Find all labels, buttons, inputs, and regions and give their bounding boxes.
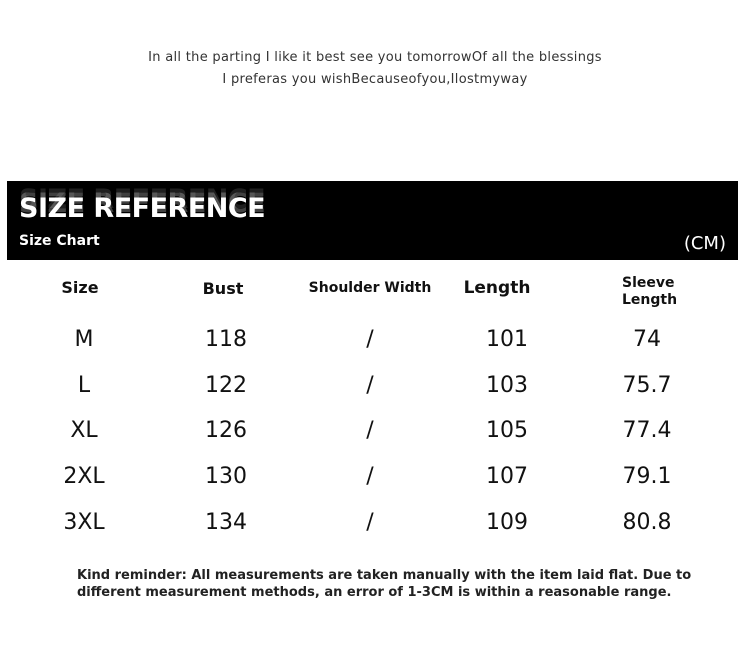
table-row: [0, 327, 750, 367]
cell-length: 105: [486, 418, 528, 443]
size-reference-banner: [7, 181, 738, 260]
header-size: Size: [61, 278, 99, 297]
cell-sleeve: 75.7: [622, 373, 672, 398]
cell-sleeve: 74: [633, 327, 661, 352]
cell-bust: 118: [205, 327, 247, 352]
unit-label: (CM): [683, 233, 726, 254]
cell-shoulder: /: [366, 373, 374, 398]
cell-bust: 126: [205, 418, 247, 443]
tagline-line-2: I preferas you wishBecauseofyou,Ilostmyway: [222, 72, 528, 87]
cell-length: 103: [486, 373, 528, 398]
table-row: [0, 373, 750, 413]
table-row: [0, 464, 750, 504]
header-sleeve-line-2: Length: [622, 292, 678, 308]
cell-size: 2XL: [63, 464, 105, 489]
cell-shoulder: /: [366, 464, 374, 489]
header-sleeve-line-1: Sleeve: [622, 275, 675, 291]
header-shoulder-width: Shoulder Width: [308, 280, 432, 296]
cell-length: 101: [486, 327, 528, 352]
measurement-reminder: [77, 567, 697, 601]
cell-size: M: [74, 327, 94, 352]
banner-title: SIZE REFERENCE: [19, 193, 266, 224]
reminder-line-2: different measurement methods, an error of 1-3CM is within a reasonable range.: [77, 585, 672, 600]
cell-size: L: [77, 373, 91, 398]
cell-shoulder: /: [366, 327, 374, 352]
cell-sleeve: 80.8: [622, 510, 672, 535]
tagline-line-1: In all the parting I like it best see you tomorrowOf all the blessings: [148, 50, 602, 65]
header-length: Length: [463, 278, 531, 298]
cell-size: XL: [70, 418, 98, 443]
table-row: [0, 418, 750, 458]
cell-length: 109: [486, 510, 528, 535]
table-row: [0, 510, 750, 550]
cell-sleeve: 79.1: [622, 464, 672, 489]
cell-sleeve: 77.4: [622, 418, 672, 443]
cell-bust: 130: [205, 464, 247, 489]
cell-bust: 134: [205, 510, 247, 535]
header-bust: Bust: [202, 279, 244, 298]
cell-size: 3XL: [63, 510, 105, 535]
header-sleeve-length: [600, 275, 700, 309]
cell-shoulder: /: [366, 510, 374, 535]
cell-length: 107: [486, 464, 528, 489]
reminder-line-1: Kind reminder: All measurements are taken manually with the item laid flat. Due to: [77, 568, 692, 583]
cell-bust: 122: [205, 373, 247, 398]
cell-shoulder: /: [366, 418, 374, 443]
banner-subtitle: Size Chart: [19, 233, 100, 249]
